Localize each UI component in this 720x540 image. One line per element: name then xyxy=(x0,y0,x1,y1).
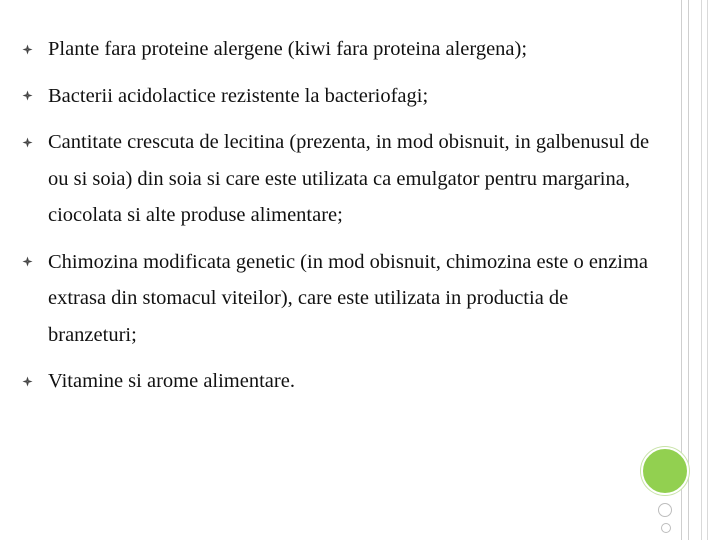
bullet-text: Plante fara proteine alergene (kiwi fara proteina alergena); xyxy=(48,38,528,60)
list-item xyxy=(22,244,652,354)
bullet-text: Chimozina modificata genetic (in mod obisnuit, chimozina este o enzima extrasa din stomacul viteilor), care este utilizata in productia de branzeturi; xyxy=(48,250,649,346)
bullet-text: Bacterii acidolactice rezistente la bacteriofagi; xyxy=(48,84,429,107)
decorative-rail xyxy=(707,0,708,540)
decorative-rail xyxy=(688,0,689,540)
list-item xyxy=(22,31,652,68)
list-item xyxy=(22,124,652,234)
diamond-bullet-icon xyxy=(22,363,38,400)
small-circle-decoration xyxy=(658,503,672,517)
list-item xyxy=(22,78,652,115)
bullet-text: Cantitate crescuta de lecitina (prezenta, in mod obisnuit, in galbenusul de ou si soia) din soia si care este utilizata ca emulgator pentru margarina, ciocolata si alte produse alimentare; xyxy=(48,131,650,226)
diamond-bullet-icon xyxy=(22,244,38,281)
small-circle-decoration xyxy=(661,523,671,533)
diamond-bullet-icon xyxy=(22,31,38,68)
diamond-bullet-icon xyxy=(22,124,38,161)
decorative-rail xyxy=(701,0,702,540)
green-circle-decoration xyxy=(641,447,689,495)
list-item xyxy=(22,363,652,400)
diamond-bullet-icon xyxy=(22,78,38,115)
bullet-text: Vitamine si arome alimentare. xyxy=(48,370,295,392)
bullet-list xyxy=(22,31,652,410)
